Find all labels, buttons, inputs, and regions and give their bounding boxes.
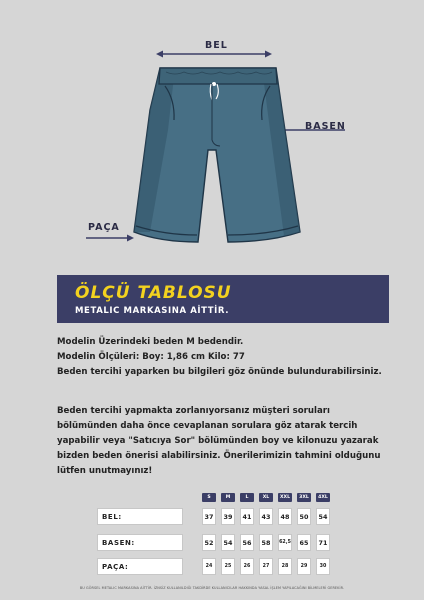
- size-header: 3XL: [297, 493, 311, 502]
- size-header: M: [221, 493, 235, 502]
- banner-title: ÖLÇÜ TABLOSU: [75, 283, 232, 303]
- table-cell: 71: [316, 534, 330, 551]
- table-cell: 52: [202, 534, 216, 551]
- basen-label: BASEN: [305, 121, 346, 132]
- paca-label: PAÇA: [88, 222, 120, 233]
- banner-subtitle: METALIC MARKASINA AİTTİR.: [75, 306, 230, 316]
- table-cell: 25: [221, 558, 235, 575]
- table-cell: 37: [202, 508, 216, 525]
- size-table-banner: [57, 275, 389, 323]
- table-cell: 56: [240, 534, 254, 551]
- table-cell: 24: [202, 558, 216, 575]
- table-cell: 48: [278, 508, 292, 525]
- size-header: XL: [259, 493, 273, 502]
- size-advice-line: yapabilir veya "Satıcıya Sor" bölümünden boy ve kilonuzu yazarak: [57, 436, 379, 446]
- model-info: [57, 335, 382, 380]
- table-cell: 39: [221, 508, 235, 525]
- copyright-footer: BU GÖRSEL METALIC MARKASINA AİTTİR. İZNSİZ KULLANILDIĞI TAKDİRDE KULLANICILAR HAKKINDA YASAL İŞLEM YAPILACAĞINI BİLMELERİ GEREKİR.: [79, 586, 345, 590]
- model-info-line: Modelin Üzerindeki beden M bedendir.: [57, 337, 244, 347]
- table-cell: 29: [297, 558, 311, 575]
- table-cell: 43: [259, 508, 273, 525]
- size-advice-line: Beden tercihi yapmakta zorlanıyorsanız müşteri soruları: [57, 406, 330, 416]
- model-info-line: Modelin Ölçüleri: Boy: 1,86 cm Kilo: 77: [57, 352, 245, 362]
- table-cell: 26: [240, 558, 254, 575]
- table-cell: 41: [240, 508, 254, 525]
- shorts-body: [134, 68, 300, 242]
- paca-arrow: [86, 235, 134, 242]
- size-header: 4XL: [316, 493, 330, 502]
- table-cell: 54: [316, 508, 330, 525]
- bel-label: BEL: [205, 40, 228, 51]
- table-cell: 27: [259, 558, 273, 575]
- size-header: L: [240, 493, 254, 502]
- table-cell: 50: [297, 508, 311, 525]
- table-cell: 58: [259, 534, 273, 551]
- model-info-line: Beden tercihi yaparken bu bilgileri göz önünde bulundurabilirsiniz.: [57, 367, 382, 377]
- row-label-bel: BEL:: [97, 508, 183, 525]
- size-advice: [57, 404, 381, 479]
- row-label-paca: PAÇA:: [97, 558, 183, 575]
- shorts-illustration: [0, 0, 424, 262]
- table-cell: 65: [297, 534, 311, 551]
- row-label-basen: BASEN:: [97, 534, 183, 551]
- bel-arrow: [156, 51, 272, 58]
- size-advice-line: bölümünden daha önce cevaplanan sorulara göz atarak tercih: [57, 421, 358, 431]
- size-advice-line: bizden beden önerisi alabilirsiniz. Önerilerimizin tahmini olduğunu: [57, 451, 381, 461]
- table-cell: 28: [278, 558, 292, 575]
- size-header: S: [202, 493, 216, 502]
- table-cell: 54: [221, 534, 235, 551]
- size-header: XXL: [279, 495, 290, 500]
- table-cell: 62,5: [278, 534, 292, 551]
- size-advice-line: lütfen unutmayınız!: [57, 466, 153, 476]
- table-cell: 30: [316, 558, 330, 575]
